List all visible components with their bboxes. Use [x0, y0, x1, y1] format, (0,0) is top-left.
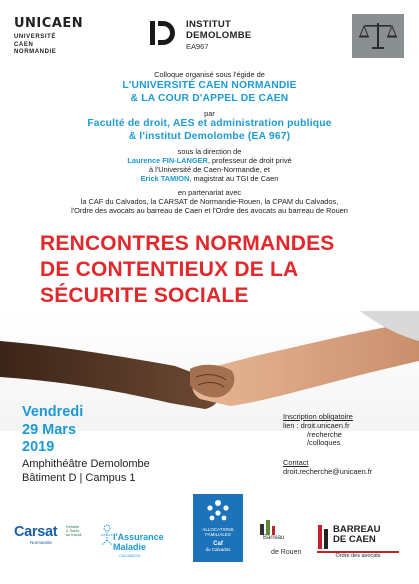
director-1-name: Laurence FIN-LANGER: [127, 156, 208, 165]
inscription-link-line[interactable]: /colloques: [307, 438, 341, 448]
director-2-role: , magistrat au TGI de Caen: [189, 174, 279, 183]
carsat-tagline-line: Retraite: [66, 525, 80, 529]
event-venue: [22, 458, 150, 485]
scales-of-justice-icon: [352, 14, 404, 58]
barreau-caen-name: [333, 525, 381, 545]
demolombe-code: EA967: [186, 42, 209, 51]
barreau-caen-sub: Ordre des avocats: [335, 553, 381, 559]
caf-logo: [193, 494, 243, 562]
inscription-link[interactable]: [283, 422, 413, 448]
organizer-1: L'UNIVERSITÉ CAEN NORMANDIE: [122, 80, 297, 91]
unicaen-line: CAEN: [14, 41, 34, 48]
intro-line: Colloque organisé sous l'égide de: [154, 70, 265, 79]
unicaen-line: UNIVERSITÉ: [14, 34, 57, 40]
title-line: RENCONTRES NORMANDES: [40, 232, 335, 255]
par-text: par: [204, 109, 215, 118]
barreau-rouen-emblem-icon: [257, 518, 277, 536]
event-day: Vendredi: [22, 404, 84, 420]
partners-line-1: la CAF du Calvados, la CARSAT de Normandie-Rouen, la CPAM du Calvados,: [80, 197, 339, 206]
unicaen-line: NORMANDIE: [14, 49, 57, 55]
carsat-logo: [14, 524, 84, 554]
carsat-tagline-line: & Santé: [66, 529, 80, 534]
barreau-rouen-logo: [257, 518, 303, 560]
contact-email[interactable]: droit.recherche@unicaen.fr: [283, 466, 373, 476]
unicaen-logo: [14, 16, 84, 57]
title-line: DE CONTENTIEUX DE LA: [40, 258, 299, 281]
faculty-line-2: & l'institut Demolombe (EA 967): [128, 131, 291, 142]
assurance-maladie-logo: [95, 520, 165, 564]
event-title: [40, 231, 410, 309]
carsat-tagline: [66, 525, 81, 538]
court-scales-logo: [352, 14, 404, 58]
direction-text: sous la direction de: [177, 147, 242, 156]
unicaen-wordmark: UNICAEN: [14, 16, 84, 31]
caf-label-line: ALLOCATIONS: [202, 527, 234, 532]
caf-name: Caf: [213, 541, 223, 547]
carsat-region: Normandie: [30, 540, 53, 545]
demolombe-name: [186, 20, 252, 41]
contact-heading: Contact: [283, 458, 309, 468]
inscription-link-line[interactable]: /recherche: [307, 429, 342, 439]
demolombe-line: INSTITUT: [186, 19, 232, 30]
venue-room: Amphithéâtre Demolombe: [22, 458, 150, 470]
unicaen-subtitle: [14, 34, 76, 57]
demolombe-d-icon: [148, 18, 178, 48]
registration-info: [283, 413, 413, 477]
faculty-line-1: Faculté de droit, AES et administration publique: [87, 118, 332, 129]
assurance-region: CALVADOS: [119, 553, 141, 558]
barreau-caen-emblem-icon: [317, 523, 331, 549]
caf-label: [193, 527, 243, 537]
barreau-rouen-line1: Barreau: [263, 535, 285, 541]
venue-building: Bâtiment D | Campus 1: [22, 471, 136, 484]
organizer-2: & LA COUR D'APPEL DE CAEN: [130, 93, 289, 104]
partner-intro: en partenariat avec: [177, 188, 242, 197]
caf-family-icon: [203, 499, 233, 525]
inscription-link-line[interactable]: lien : droit.unicaen.fr: [283, 420, 350, 430]
caf-region: du Calvados: [205, 547, 231, 552]
director-2-name: Erick TAMION: [140, 174, 190, 183]
assurance-name-line: l'Assurance: [113, 532, 164, 542]
event-date: [22, 404, 83, 457]
demolombe-line: DEMOLOMBE: [186, 29, 252, 41]
event-year: 2019: [22, 439, 55, 455]
carsat-name: Carsat: [14, 524, 58, 540]
assurance-name-line: Maladie: [113, 542, 147, 552]
partners-line-2: l'Ordre des avocats au barreau de Caen et l'Ordre des avocats au barreau de Rouen: [71, 206, 348, 215]
director-2: [0, 174, 419, 183]
director-1: [0, 156, 419, 165]
demolombe-logo: [148, 16, 278, 50]
director-1-role-2: à l'Université de Caen-Normandie, et: [149, 165, 270, 174]
barreau-caen-name-line: DE CAEN: [333, 534, 376, 545]
barreau-caen-logo: [317, 522, 399, 562]
director-1-role: , professeur de droit privé: [207, 156, 292, 165]
inscription-heading: Inscription obligatoire: [283, 412, 353, 421]
barreau-rouen-line2: de Rouen: [271, 549, 302, 556]
title-line: SÉCURITE SOCIALE: [40, 284, 249, 307]
caf-label-line: FAMILIALES: [205, 532, 231, 537]
assurance-name: [113, 532, 164, 552]
barreau-caen-name-line: BARREAU: [333, 524, 381, 535]
event-day-month: 29 Mars: [22, 421, 77, 438]
carsat-tagline-line: au travail: [66, 533, 82, 538]
